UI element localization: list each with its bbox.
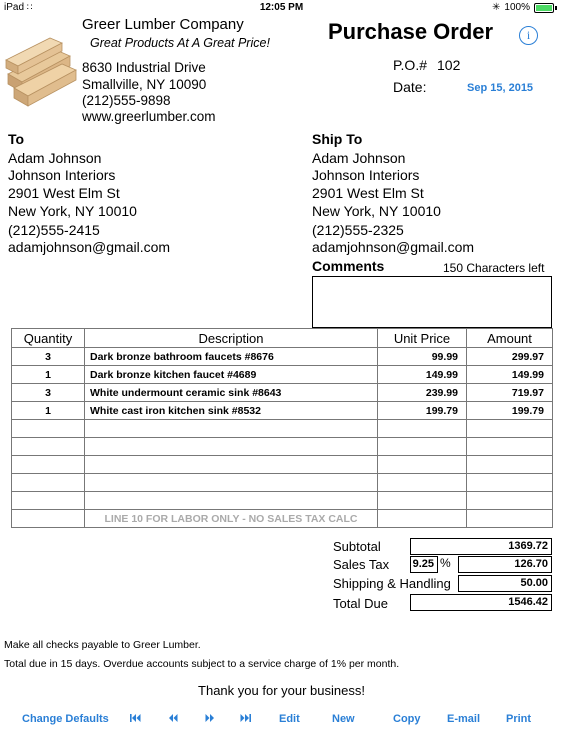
row-unit-price[interactable]: 99.99 <box>378 348 467 366</box>
col-amount-header: Amount <box>467 329 553 348</box>
previous-record-button[interactable] <box>168 713 178 726</box>
total-due-value: 1546.42 <box>410 594 552 611</box>
row-quantity[interactable] <box>12 420 85 438</box>
row-unit-price[interactable] <box>378 420 467 438</box>
row-description[interactable] <box>85 474 378 492</box>
change-defaults-button[interactable]: Change Defaults <box>22 713 109 725</box>
battery-cap-icon <box>555 6 557 10</box>
wifi-icon: ∷ <box>26 2 33 12</box>
row-amount: 299.97 <box>467 348 553 366</box>
shipping-label: Shipping & Handling <box>333 576 451 591</box>
ship-to-phone[interactable]: (212)555-2325 <box>312 222 404 238</box>
row-description[interactable] <box>85 456 378 474</box>
row-amount <box>467 510 553 528</box>
next-record-button[interactable] <box>205 713 215 726</box>
to-email[interactable]: adamjohnson@gmail.com <box>8 239 171 255</box>
row-quantity[interactable]: 1 <box>12 402 85 420</box>
row-description[interactable]: White undermount ceramic sink #8643 <box>85 384 378 402</box>
table-row[interactable] <box>12 474 553 492</box>
table-row[interactable] <box>12 402 553 420</box>
first-record-button[interactable] <box>130 713 141 726</box>
row-description[interactable]: White cast iron kitchen sink #8532 <box>85 402 378 420</box>
row-unit-price[interactable]: 149.99 <box>378 366 467 384</box>
ship-to-city[interactable]: New York, NY 10010 <box>312 203 441 219</box>
battery-percent: 100% <box>504 2 530 13</box>
status-bar <box>0 0 563 16</box>
shipping-field[interactable]: 50.00 <box>458 575 552 592</box>
page-title: Purchase Order <box>328 19 494 44</box>
characters-left-count: 150 <box>443 261 464 275</box>
row-description[interactable] <box>85 492 378 510</box>
row-description[interactable] <box>85 420 378 438</box>
labor-line-placeholder[interactable]: LINE 10 FOR LABOR ONLY - NO SALES TAX CALC <box>85 510 378 528</box>
row-quantity[interactable] <box>12 492 85 510</box>
ship-to-name[interactable]: Adam Johnson <box>312 150 406 166</box>
skip-last-icon <box>240 713 251 723</box>
row-description[interactable]: Dark bronze bathroom faucets #8676 <box>85 348 378 366</box>
row-description[interactable] <box>85 438 378 456</box>
comments-heading: Comments <box>312 258 385 274</box>
row-quantity[interactable] <box>12 510 85 528</box>
rewind-icon <box>168 713 178 723</box>
table-row[interactable] <box>12 420 553 438</box>
company-address-line2: Smallville, NY 10090 <box>82 77 207 92</box>
row-quantity[interactable]: 1 <box>12 366 85 384</box>
total-due-label: Total Due <box>333 596 388 611</box>
col-quantity-header: Quantity <box>12 329 85 348</box>
line-items-table <box>11 328 553 528</box>
subtotal-value: 1369.72 <box>410 538 552 555</box>
to-name[interactable]: Adam Johnson <box>8 150 102 166</box>
skip-first-icon <box>130 713 141 723</box>
table-row[interactable] <box>12 348 553 366</box>
bottom-toolbar <box>0 713 563 733</box>
col-description-header: Description <box>85 329 378 348</box>
row-unit-price[interactable] <box>378 456 467 474</box>
table-row[interactable] <box>12 366 553 384</box>
to-phone[interactable]: (212)555-2415 <box>8 222 100 238</box>
table-row[interactable] <box>12 384 553 402</box>
col-unit-price-header: Unit Price <box>378 329 467 348</box>
company-phone: (212)555-9898 <box>82 93 171 108</box>
thank-you-message: Thank you for your business! <box>198 683 365 698</box>
ship-to-street[interactable]: 2901 West Elm St <box>312 185 424 201</box>
device-label: iPad <box>4 2 25 13</box>
company-website: www.greerlumber.com <box>82 109 216 124</box>
sales-tax-label: Sales Tax <box>333 557 390 572</box>
company-address-line1: 8630 Industrial Drive <box>82 60 206 75</box>
status-right <box>492 2 557 13</box>
tax-rate-field[interactable]: 9.25 <box>410 556 438 573</box>
row-amount <box>467 438 553 456</box>
row-quantity[interactable] <box>12 474 85 492</box>
row-quantity[interactable] <box>12 438 85 456</box>
to-company[interactable]: Johnson Interiors <box>8 167 116 183</box>
row-unit-price[interactable] <box>378 510 467 528</box>
battery-icon <box>534 3 554 13</box>
company-name: Greer Lumber Company <box>82 16 244 33</box>
row-unit-price[interactable] <box>378 438 467 456</box>
row-unit-price[interactable]: 239.99 <box>378 384 467 402</box>
row-unit-price[interactable] <box>378 492 467 510</box>
row-amount: 149.99 <box>467 366 553 384</box>
row-quantity[interactable]: 3 <box>12 348 85 366</box>
terms-note: Total due in 15 days. Overdue accounts subject to a service charge of 1% per month. <box>4 658 400 670</box>
table-row[interactable] <box>12 438 553 456</box>
row-amount <box>467 420 553 438</box>
bluetooth-icon: ✳ <box>492 2 501 13</box>
row-amount <box>467 456 553 474</box>
ship-to-heading: Ship To <box>312 131 363 147</box>
row-unit-price[interactable]: 199.79 <box>378 402 467 420</box>
table-row[interactable] <box>12 456 553 474</box>
ship-to-email[interactable]: adamjohnson@gmail.com <box>312 239 475 255</box>
to-city[interactable]: New York, NY 10010 <box>8 203 137 219</box>
status-time: 12:05 PM <box>259 2 304 13</box>
fast-forward-icon <box>205 713 215 723</box>
characters-left <box>443 261 544 275</box>
table-row-labor[interactable] <box>12 510 553 528</box>
payment-note: Make all checks payable to Greer Lumber. <box>4 639 201 651</box>
copy-button[interactable]: Copy <box>393 713 421 725</box>
row-description[interactable]: Dark bronze kitchen faucet #4689 <box>85 366 378 384</box>
characters-left-label: Characters left <box>466 261 545 275</box>
to-street[interactable]: 2901 West Elm St <box>8 185 120 201</box>
email-button[interactable]: E-mail <box>447 713 481 725</box>
row-amount <box>467 474 553 492</box>
table-header-row <box>12 329 553 348</box>
to-heading: To <box>8 131 25 147</box>
sales-tax-value: 126.70 <box>458 556 552 573</box>
new-button[interactable]: New <box>332 713 355 725</box>
last-record-button[interactable] <box>240 713 251 726</box>
row-unit-price[interactable] <box>378 474 467 492</box>
row-quantity[interactable]: 3 <box>12 384 85 402</box>
comments-textarea[interactable] <box>312 276 552 328</box>
po-number[interactable]: 102 <box>437 57 461 73</box>
company-tagline: Great Products At A Great Price! <box>90 36 270 50</box>
ship-to-company[interactable]: Johnson Interiors <box>312 167 420 183</box>
subtotal-label: Subtotal <box>333 539 381 554</box>
print-button[interactable]: Print <box>506 713 532 725</box>
row-amount <box>467 492 553 510</box>
info-icon[interactable]: i <box>519 26 538 45</box>
date-label: Date: <box>393 79 427 95</box>
date-field[interactable]: Sep 15, 2015 <box>467 82 534 94</box>
edit-button[interactable]: Edit <box>279 713 300 725</box>
po-label: P.O.# <box>393 57 427 73</box>
lumber-logo <box>4 30 78 110</box>
row-amount: 199.79 <box>467 402 553 420</box>
table-row[interactable] <box>12 492 553 510</box>
row-quantity[interactable] <box>12 456 85 474</box>
row-amount: 719.97 <box>467 384 553 402</box>
tax-percent-sign: % <box>440 556 451 570</box>
